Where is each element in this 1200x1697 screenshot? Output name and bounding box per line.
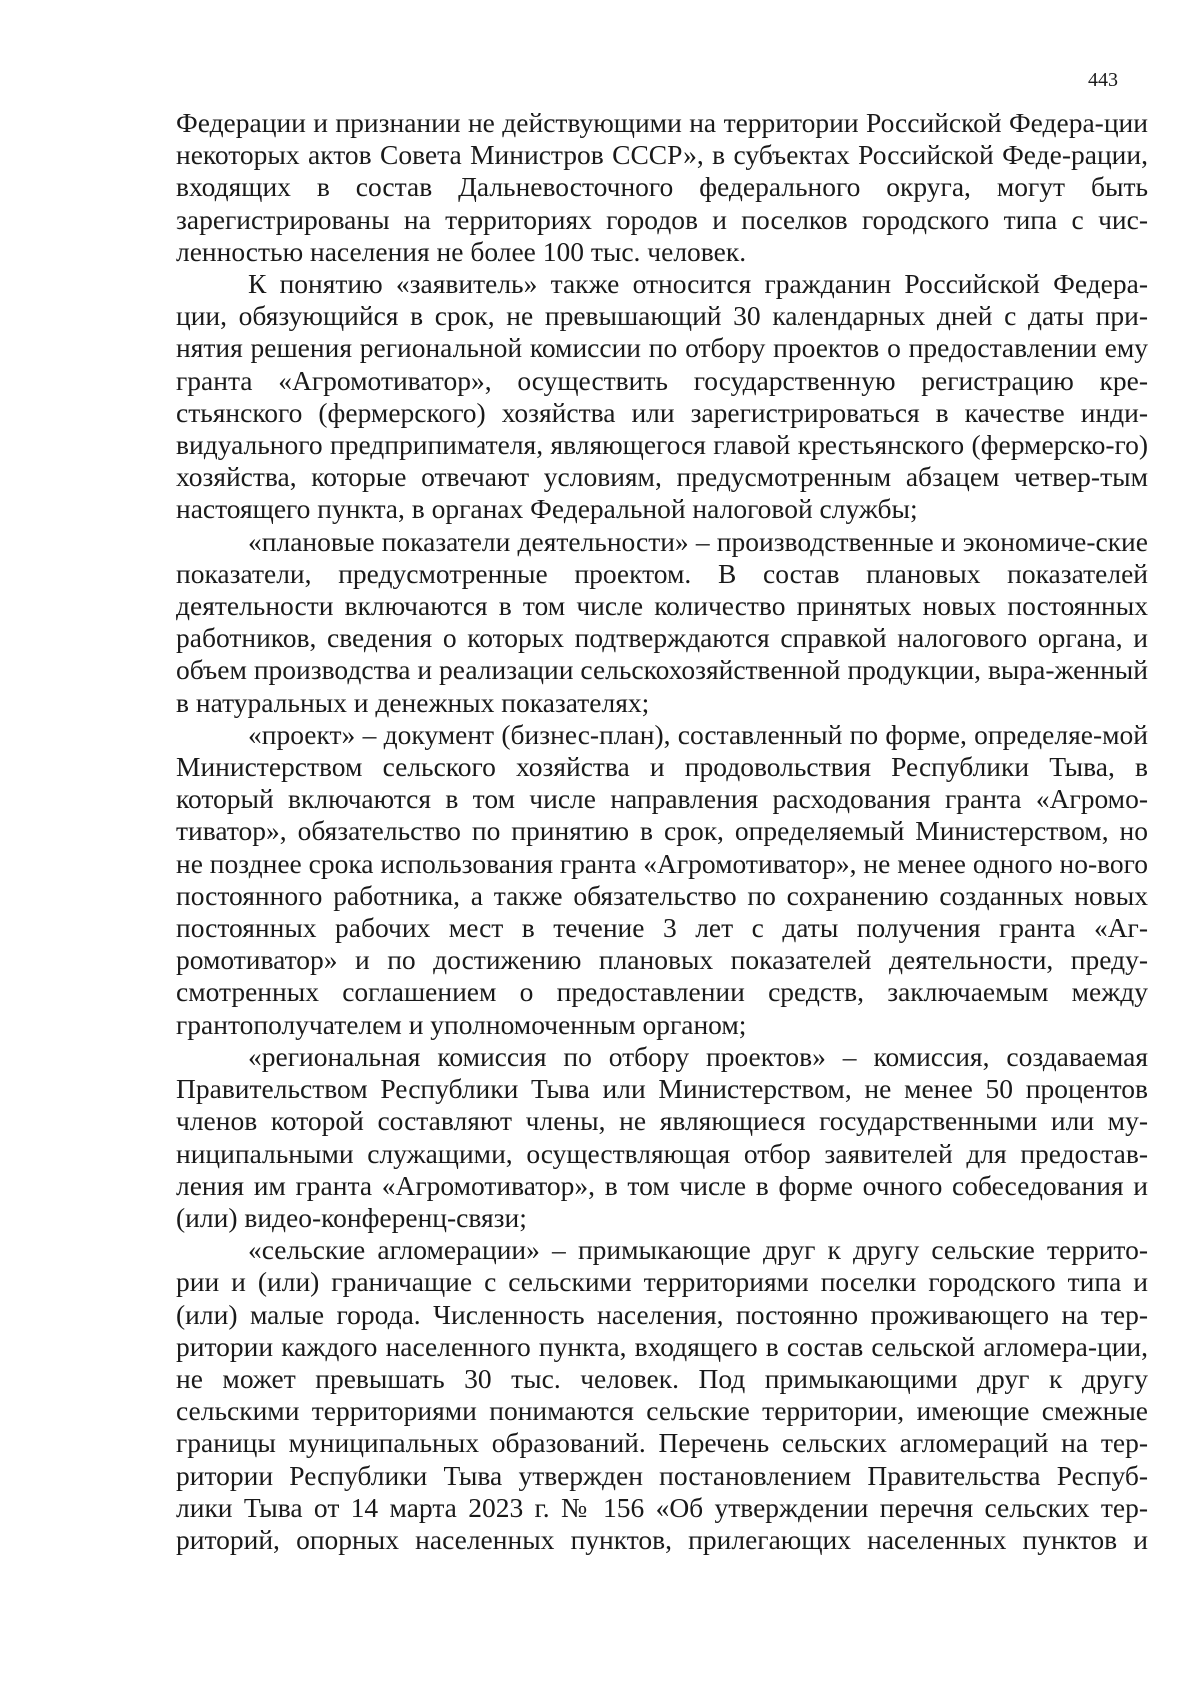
paragraph-planned-indicators: «плановые показатели деятельности» – производственные и экономиче-ские показатели, предусмотренные проектом. В состав плановых показателей деятельности включаются в том числе количество принятых новых постоянных работников, сведения о которых подтверждаются справкой налогового органа, и объем производства и реализации сельскохозяйственной продукции, выра-женный в натуральных и денежных показателях; <box>176 525 1148 718</box>
paragraph-applicant-definition: К понятию «заявитель» также относится гражданин Российской Федера-ции, обязующийся в срок, не превышающий 30 календарных дней с даты при-нятия решения региональной комиссии по отбору проектов о предоставлении ему гранта «Агромотиватор», осуществить государственную регистрацию кре-стьянского (фермерского) хозяйства или зарегистрироваться в качестве инди-видуального предприпимателя, являющегося главой крестьянского (фермерско-го) хозяйства, которые отвечают условиям, предусмотренным абзацем четвер-тым настоящего пункта, в органах Федеральной налоговой службы; <box>176 268 1148 525</box>
paragraph-continuation: Федерации и признании не действующими на территории Российской Федера-ции некоторых актов Совета Министров СССР», в субъектах Российской Феде-рации, входящих в состав Дальневосточного федерального округа, могут быть зарегистрированы на территориях городов и поселков городского типа с чис-ленностью населения не более 100 тыс. человек. <box>176 107 1148 267</box>
paragraph-regional-commission: «региональная комиссия по отбору проектов» – комиссия, создаваемая Правительством Республики Тыва или Министерством, не менее 50 процентов членов которой составляют члены, не являющиеся государственными или му-ниципальными служащими, осуществляющая отбор заявителей для предостав-ления им гранта «Агромотиватор», в том числе в форме очного собеседования и (или) видео-конференц-связи; <box>176 1040 1148 1233</box>
document-body <box>176 107 1148 1556</box>
paragraph-project-definition: «проект» – документ (бизнес-план), составленный по форме, определяе-мой Министерством сельского хозяйства и продовольствия Республики Тыва, в который включаются в том числе направления расходования гранта «Агромо-тиватор», обязательство по принятию в срок, определяемый Министерством, но не позднее срока использования гранта «Агромотиватор», не менее одного но-вого постоянного работника, а также обязательство по сохранению созданных новых постоянных рабочих мест в течение 3 лет с даты получения гранта «Аг-ромотиватор» и по достижению плановых показателей деятельности, преду-смотренных соглашением о предоставлении средств, заключаемым между грантополучателем и уполномоченным органом; <box>176 718 1148 1040</box>
paragraph-rural-agglomerations: «сельские агломерации» – примыкающие друг к другу сельские террито-рии и (или) граничащие с сельскими территориями поселки городского типа и (или) малые города. Численность населения, постоянно проживающего на тер-ритории каждого населенного пункта, входящего в состав сельской агломера-ции, не может превышать 30 тыс. человек. Под примыкающими друг к другу сельскими территориями понимаются сельские территории, имеющие смежные границы муниципальных образований. Перечень сельских агломераций на тер-ритории Республики Тыва утвержден постановлением Правительства Респуб-лики Тыва от 14 марта 2023 г. № 156 «Об утверждении перечня сельских тер-риторий, опорных населенных пунктов, прилегающих населенных пунктов и <box>176 1234 1148 1555</box>
page-number: 443 <box>1088 69 1118 91</box>
